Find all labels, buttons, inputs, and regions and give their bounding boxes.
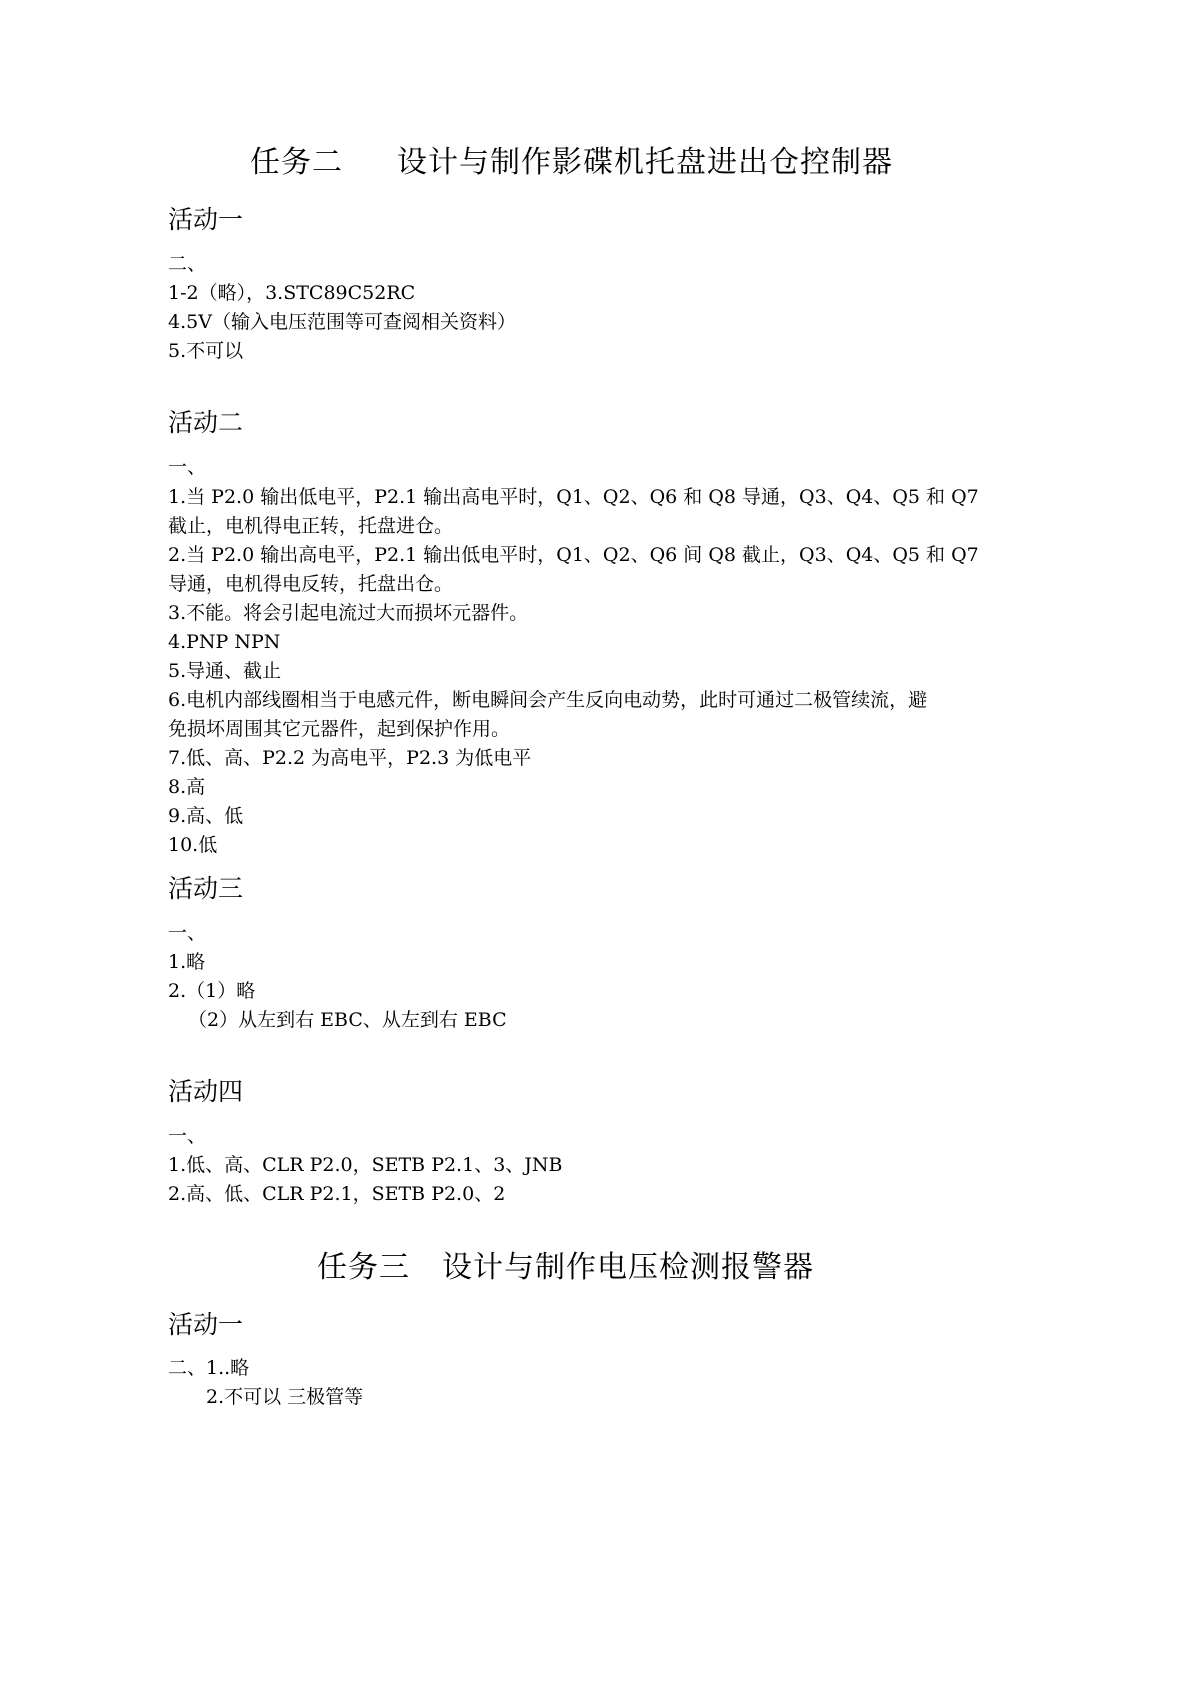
- task2-activity4-line-2: 1.低、高、CLR P2.0，SETB P2.1、3、JNB: [168, 1154, 563, 1176]
- task2-title: [250, 145, 893, 180]
- task2-activity3-line-2: 1.略: [168, 951, 206, 973]
- task2-activity2-line-6: 3.不能。将会引起电流过大而损坏元器件。: [168, 602, 529, 624]
- task3-activity1-line-1: 二、1..略: [168, 1357, 250, 1379]
- task2-activity2-line-14: 10.低: [168, 834, 218, 856]
- task2-activity2-line-13: 9.高、低: [168, 805, 244, 827]
- task2-activity2-line-7: 4.PNP NPN: [168, 631, 281, 653]
- task2-title-sub: 设计与制作影碟机托盘进出仓控制器: [397, 145, 893, 180]
- task2-activity2-line-2: 1.当 P2.0 输出低电平，P2.1 输出高电平时，Q1、Q2、Q6 和 Q8 导通，Q3、Q4、Q5 和 Q7: [168, 486, 979, 508]
- task2-activity1-line-3: 4.5V（输入电压范围等可查阅相关资料）: [168, 311, 516, 333]
- task2-activity2-line-4: 2.当 P2.0 输出高电平，P2.1 输出低电平时，Q1、Q2、Q6 间 Q8 截止，Q3、Q4、Q5 和 Q7: [168, 544, 979, 566]
- task2-activity1-heading: 活动一: [168, 205, 244, 234]
- task2-activity1-line-2: 1-2（略），3.STC89C52RC: [168, 282, 416, 304]
- task2-activity2-line-10: 免损坏周围其它元器件，起到保护作用。: [168, 718, 511, 740]
- task2-activity3-line-1: 一、: [168, 922, 207, 944]
- task3-title: [317, 1250, 814, 1285]
- task2-activity2-line-8: 5.导通、截止: [168, 660, 282, 682]
- task2-title-main: 任务二: [250, 145, 343, 180]
- task2-activity2-line-5: 导通，电机得电反转，托盘出仓。: [168, 573, 454, 595]
- task3-activity1-heading: 活动一: [168, 1310, 244, 1339]
- task2-activity2-line-9: 6.电机内部线圈相当于电感元件，断电瞬间会产生反向电动势，此时可通过二极管续流，避: [168, 689, 928, 711]
- task2-activity4-heading: 活动四: [168, 1077, 244, 1106]
- task2-activity4-line-1: 一、: [168, 1125, 207, 1147]
- task3-title-main: 任务三: [317, 1250, 410, 1285]
- task2-activity3-line-3: 2.（1）略: [168, 980, 256, 1002]
- task2-activity2-heading: 活动二: [168, 408, 244, 437]
- task2-activity1-line-1: 二、: [168, 253, 207, 275]
- task2-activity2-line-1: 一、: [168, 456, 207, 478]
- task2-activity3-line-4: （2）从左到右 EBC、从左到右 EBC: [188, 1009, 507, 1031]
- task2-activity2-line-11: 7.低、高、P2.2 为高电平，P2.3 为低电平: [168, 747, 532, 769]
- task2-activity4-line-3: 2.高、低、CLR P2.1，SETB P2.0、2: [168, 1183, 506, 1205]
- task3-title-sub: 设计与制作电压检测报警器: [442, 1250, 814, 1285]
- task2-activity3-heading: 活动三: [168, 874, 244, 903]
- task2-activity2-line-12: 8.高: [168, 776, 206, 798]
- task2-activity2-line-3: 截止，电机得电正转，托盘进仓。: [168, 515, 454, 537]
- task2-activity1-line-4: 5.不可以: [168, 340, 244, 362]
- task3-activity1-line-2: 2.不可以 三极管等: [206, 1386, 364, 1408]
